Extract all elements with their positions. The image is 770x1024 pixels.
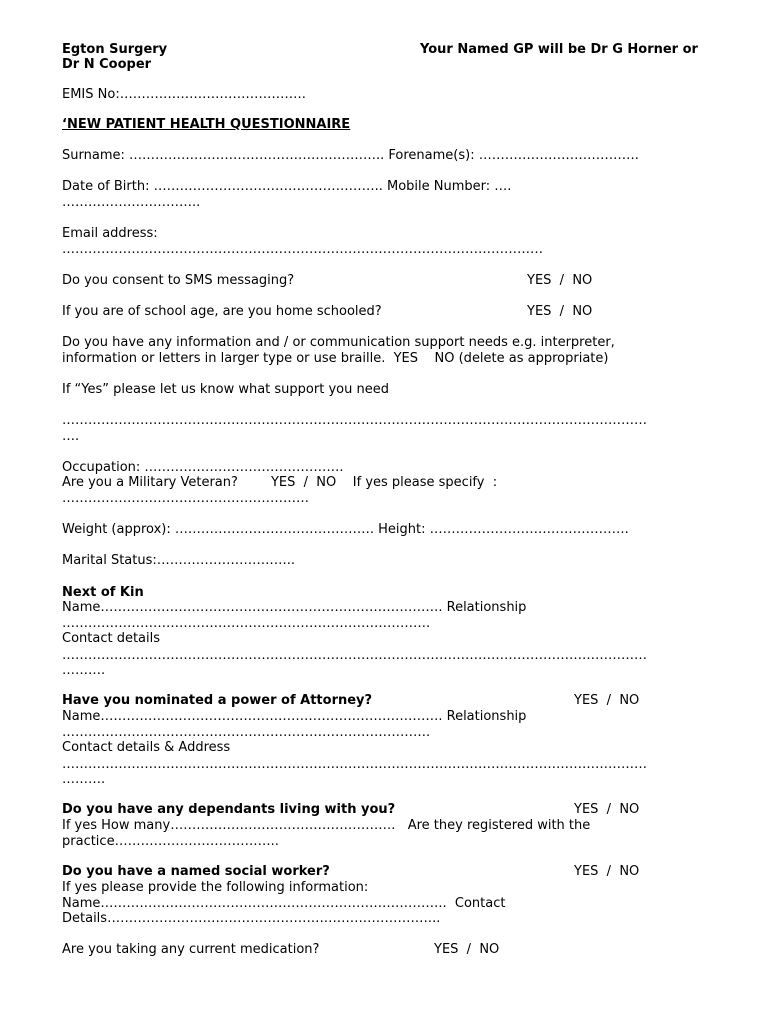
military-veteran-specify-field[interactable]: …………………………………………………	[62, 491, 309, 506]
social-worker-heading: Do you have a named social worker?	[62, 864, 330, 879]
attorney-contact-field-end[interactable]: ……….	[62, 772, 106, 787]
medication-question: Are you taking any current medication?	[62, 942, 320, 957]
named-gp: Your Named GP will be Dr G Horner or	[420, 42, 698, 57]
home-schooled-yes-no[interactable]: YES / NO	[527, 304, 593, 319]
next-of-kin-relationship-field[interactable]: ………………………………………………………………………….	[62, 616, 431, 631]
dependants-yes-no[interactable]: YES / NO	[574, 802, 640, 817]
support-needs-question-cont[interactable]: information or letters in larger type or use braille. YES NO (delete as appropriate)	[62, 351, 609, 366]
page-title: ‘NEW PATIENT HEALTH QUESTIONNAIRE	[62, 117, 351, 132]
social-worker-name-field[interactable]: Name…………………………………………………………………….. Contact	[62, 896, 506, 911]
marital-status-field[interactable]: Marital Status:…………………………..	[62, 553, 296, 568]
home-schooled-question: If you are of school age, are you home schooled?	[62, 304, 382, 319]
attorney-contact-field[interactable]: ………………………………………………………………………………………………………………………	[62, 757, 647, 772]
next-of-kin-contact-label: Contact details	[62, 631, 161, 646]
attorney-name-field[interactable]: Name……………………………………………………………………. Relationship	[62, 709, 527, 724]
mobile-number-continuation[interactable]: …………………………..	[62, 195, 201, 210]
military-veteran-question[interactable]: Are you a Military Veteran? YES / NO If yes please specify :	[62, 475, 498, 490]
email-field[interactable]: …………………………………………………………………………………………………	[62, 242, 543, 257]
social-worker-info-label: If yes please provide the following information:	[62, 880, 369, 895]
attorney-relationship-field[interactable]: ………………………………………………………………………….	[62, 725, 431, 740]
attorney-contact-label: Contact details & Address	[62, 740, 231, 755]
occupation-field[interactable]: Occupation: ……………………………………….	[62, 460, 344, 475]
next-of-kin-name-field[interactable]: Name……………………………………………………………………. Relationship	[62, 600, 527, 615]
power-of-attorney-heading: Have you nominated a power of Attorney?	[62, 693, 373, 708]
support-what-label: If “Yes” please let us know what support you need	[62, 382, 389, 397]
next-of-kin-contact-field-end[interactable]: ……….	[62, 663, 106, 678]
sms-consent-yes-no[interactable]: YES / NO	[527, 273, 593, 288]
email-label: Email address:	[62, 226, 158, 241]
sms-consent-question: Do you consent to SMS messaging?	[62, 273, 295, 288]
emis-number-field[interactable]: EMIS No:…………………………………….	[62, 87, 306, 102]
doctor-name: Dr N Cooper	[62, 57, 152, 72]
dependants-how-many-field[interactable]: If yes How many……………………………………………. Are they registered with the	[62, 818, 591, 833]
weight-height-field[interactable]: Weight (approx): ………………………………………. Height: ……………………………………….	[62, 522, 629, 537]
dependants-heading: Do you have any dependants living with you?	[62, 802, 396, 817]
dob-mobile-field[interactable]: Date of Birth: …………………………………………….. Mobile Number: ….	[62, 179, 512, 194]
next-of-kin-heading: Next of Kin	[62, 585, 144, 600]
support-what-field[interactable]: ………………………………………………………………………………………………………………………	[62, 413, 647, 428]
dependants-practice-field[interactable]: practice………………………………..	[62, 834, 279, 849]
power-of-attorney-yes-no[interactable]: YES / NO	[574, 693, 640, 708]
surname-forename-field[interactable]: Surname: ………………………………………………….. Forename(s): ……………………………….	[62, 148, 639, 163]
social-worker-details-field[interactable]: Details…………………………………………………………………..	[62, 911, 441, 926]
next-of-kin-contact-field[interactable]: ………………………………………………………………………………………………………………………	[62, 648, 647, 663]
support-what-field-end[interactable]: ….	[62, 429, 80, 444]
support-needs-question: Do you have any information and / or communication support needs e.g. interpreter,	[62, 335, 615, 350]
medication-yes-no[interactable]: YES / NO	[434, 942, 500, 957]
practice-name: Egton Surgery	[62, 42, 168, 57]
social-worker-yes-no[interactable]: YES / NO	[574, 864, 640, 879]
